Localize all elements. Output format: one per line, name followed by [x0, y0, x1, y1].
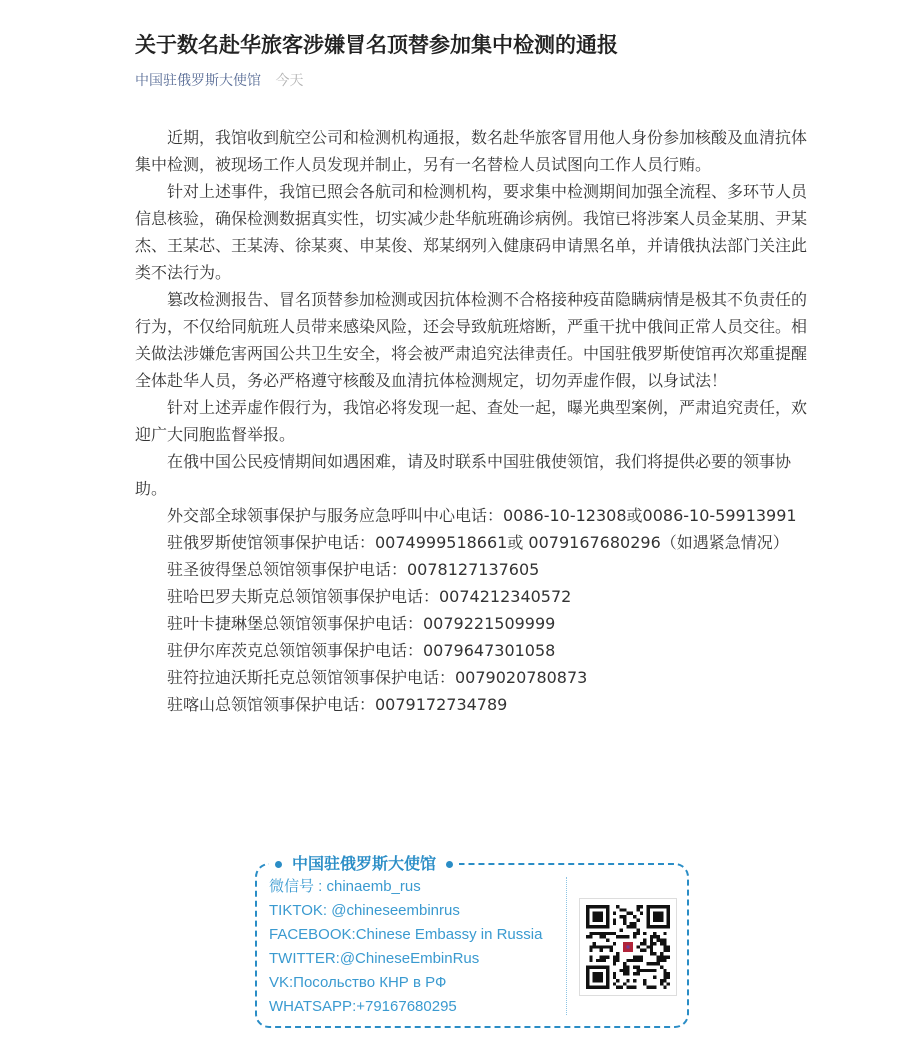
contact-card-title: 中国驻俄罗斯大使馆	[292, 854, 437, 873]
paragraph: 外交部全球领事保护与服务应急呼叫中心电话：0086-10-12308或0086-10-59913991	[167, 506, 797, 525]
paragraph: 针对上述弄虚作假行为，我馆必将发现一起、查处一起，曝光典型案例，严肃追究责任，欢迎广大同胞监督举报。	[135, 398, 808, 444]
card-divider	[566, 877, 567, 1015]
paragraph: 驻圣彼得堡总领馆领事保护电话：0078127137605	[167, 560, 540, 579]
publish-date: 今天	[275, 73, 304, 89]
contact-card-header	[269, 853, 459, 875]
paragraph: 驻喀山总领馆领事保护电话：0079172734789	[167, 695, 508, 714]
article-body	[135, 124, 815, 718]
paragraph: 驻俄罗斯使馆领事保护电话：0074999518661或 0079167680296（如遇紧急情况）	[167, 533, 789, 552]
article-meta	[135, 71, 303, 91]
qr-code-icon[interactable]	[579, 898, 677, 996]
contact-wechat: 微信号 : chinaemb_rus	[269, 878, 421, 895]
qr-code-graphic	[586, 905, 670, 989]
paragraph: 驻哈巴罗夫斯克总领馆领事保护电话：0074212340572	[167, 587, 572, 606]
paragraph: 驻符拉迪沃斯托克总领馆领事保护电话：0079020780873	[167, 668, 588, 687]
article-title: 关于数名赴华旅客涉嫌冒名顶替参加集中检测的通报	[135, 33, 618, 57]
paragraph: 驻伊尔库茨克总领馆领事保护电话：0079647301058	[167, 641, 556, 660]
paragraph: 驻叶卡捷琳堡总领馆领事保护电话：0079221509999	[167, 614, 556, 633]
dot-icon	[446, 861, 453, 868]
account-name-link[interactable]: 中国驻俄罗斯大使馆	[135, 73, 261, 89]
contact-card	[255, 854, 689, 1028]
contact-whatsapp: WHATSAPP:+79167680295	[269, 998, 457, 1015]
dot-icon	[275, 861, 282, 868]
paragraph: 针对上述事件，我馆已照会各航司和检测机构，要求集中检测期间加强全流程、多环节人员信息核验，确保检测数据真实性，切实减少赴华航班确诊病例。我馆已将涉案人员金某朋、尹某杰、王某芯、王某涛、徐某爽、申某俊、郑某纲列入健康码申请黑名单，并请俄执法部门关注此类不法行为。	[135, 182, 808, 282]
paragraph: 近期，我馆收到航空公司和检测机构通报，数名赴华旅客冒用他人身份参加核酸及血清抗体集中检测，被现场工作人员发现并制止，另有一名替检人员试图向工作人员行贿。	[135, 128, 808, 174]
contact-facebook: FACEBOOK:Chinese Embassy in Russia	[269, 926, 543, 943]
contact-twitter: TWITTER:@ChineseEmbinRus	[269, 950, 480, 967]
contact-list	[269, 875, 559, 1019]
contact-vk: VK:Посольство КНР в РФ	[269, 974, 447, 991]
paragraph: 篡改检测报告、冒名顶替参加检测或因抗体检测不合格接种疫苗隐瞒病情是极其不负责任的行为，不仅给同航班人员带来感染风险，还会导致航班熔断，严重干扰中俄间正常人员交往。相关做法涉嫌危害两国公共卫生安全，将会被严肃追究法律责任。中国驻俄罗斯使馆再次郑重提醒全体赴华人员，务必严格遵守核酸及血清抗体检测规定，切勿弄虚作假，以身试法！	[135, 290, 808, 390]
paragraph: 在俄中国公民疫情期间如遇困难，请及时联系中国驻俄使领馆，我们将提供必要的领事协助。	[135, 452, 792, 498]
contact-tiktok: TIKTOK: @chineseembinrus	[269, 902, 460, 919]
